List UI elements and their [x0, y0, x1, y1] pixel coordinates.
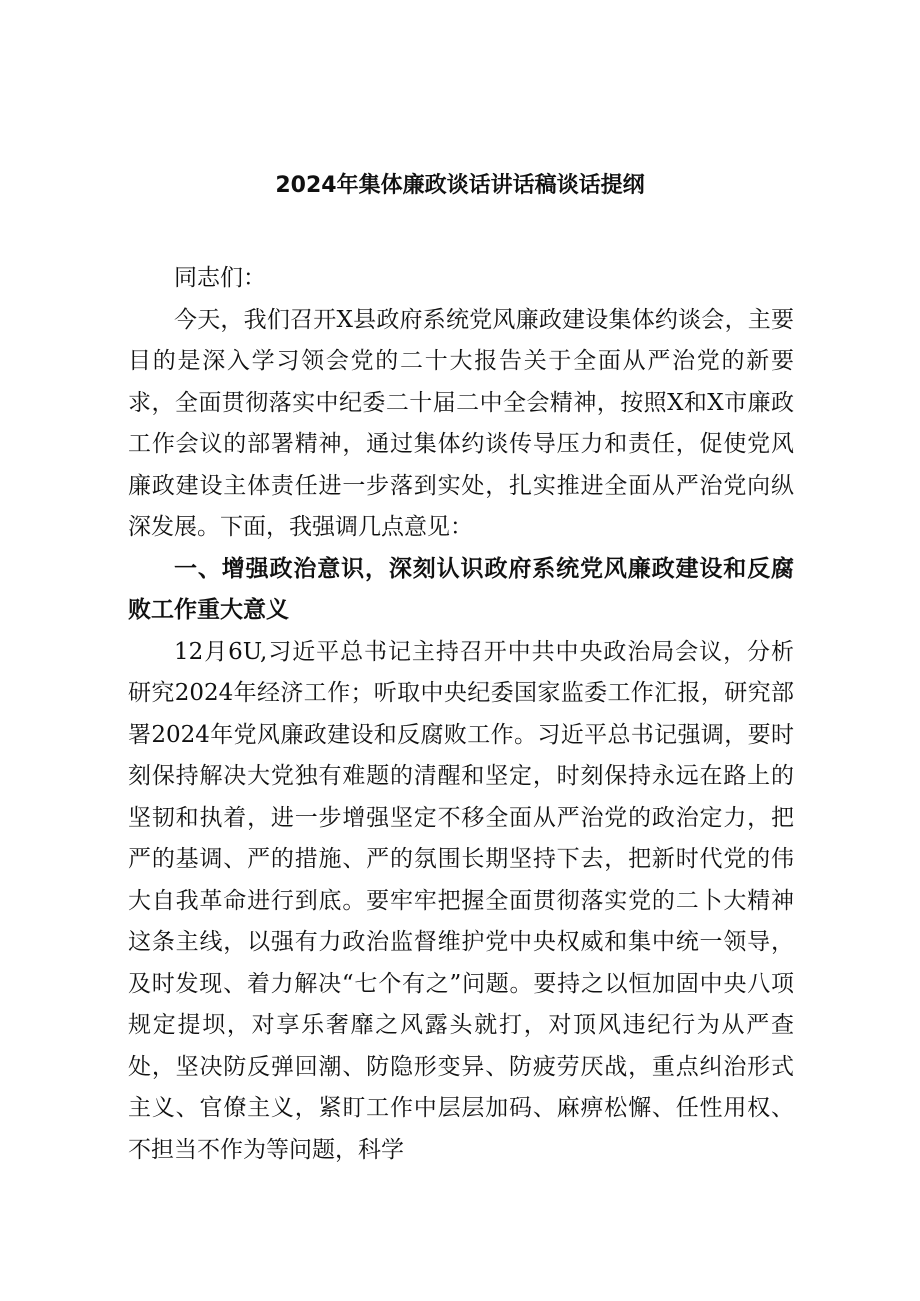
document-title: 2024年集体廉政谈话讲话稿谈话提纲: [275, 173, 645, 198]
salutation: 同志们：: [174, 265, 266, 291]
paragraph-section-1: 12月6U,习近平总书记主持召开中共中央政治局会议，分析研究2024年经济工作；听取中央纪委国家监委工作汇报，研究部署2024年党风廉政建设和反腐败工作。习近平总书记强调，要时刻保持解决大党独有难题的清醒和坚定，时刻保持永远在路上的坚韧和执着，进一步增强坚定不移全面从严治党的政治定力，把严的基调、严的措施、严的氛围长期坚持下去，把新时代党的伟大自我革命进行到底。要牢牢把握全面贯彻落实党的二卜大精神这条主线，以强有力政治监督维护党中央权威和集中统一领导，及时发现、着力解决“七个有之”问题。要持之以恒加固中央八项规定提坝，对享乐奢靡之风露头就打，对顶风违纪行为从严查处，坚决防反弹回潮、防隐形变异、防疲劳厌战，重点纠治形式主义、官僚主义，紧盯工作中层层加码、麻痹松懈、任性用权、不担当不作为等问题，科学: [128, 638, 794, 1163]
paragraph-intro: 今天，我们召开X县政府系统党风廉政建设集体约谈会，主要目的是深入学习领会党的二十大报告关于全面从严治党的新要求，全面贯彻落实中纪委二十届二中全会精神，按照X和X市廉政工作会议的部署精神，通过集体约谈传导压力和责任，促使党风廉政建设主体责任进一步落到实处，扎实推进全面从严治党向纵深发展。下面，我强调几点意见：: [128, 306, 794, 540]
section-heading-1: 一、增强政治意识，深刻认识政府系统党风廉政建设和反腐败工作重大意义: [128, 555, 794, 623]
document-body: [128, 258, 794, 1171]
